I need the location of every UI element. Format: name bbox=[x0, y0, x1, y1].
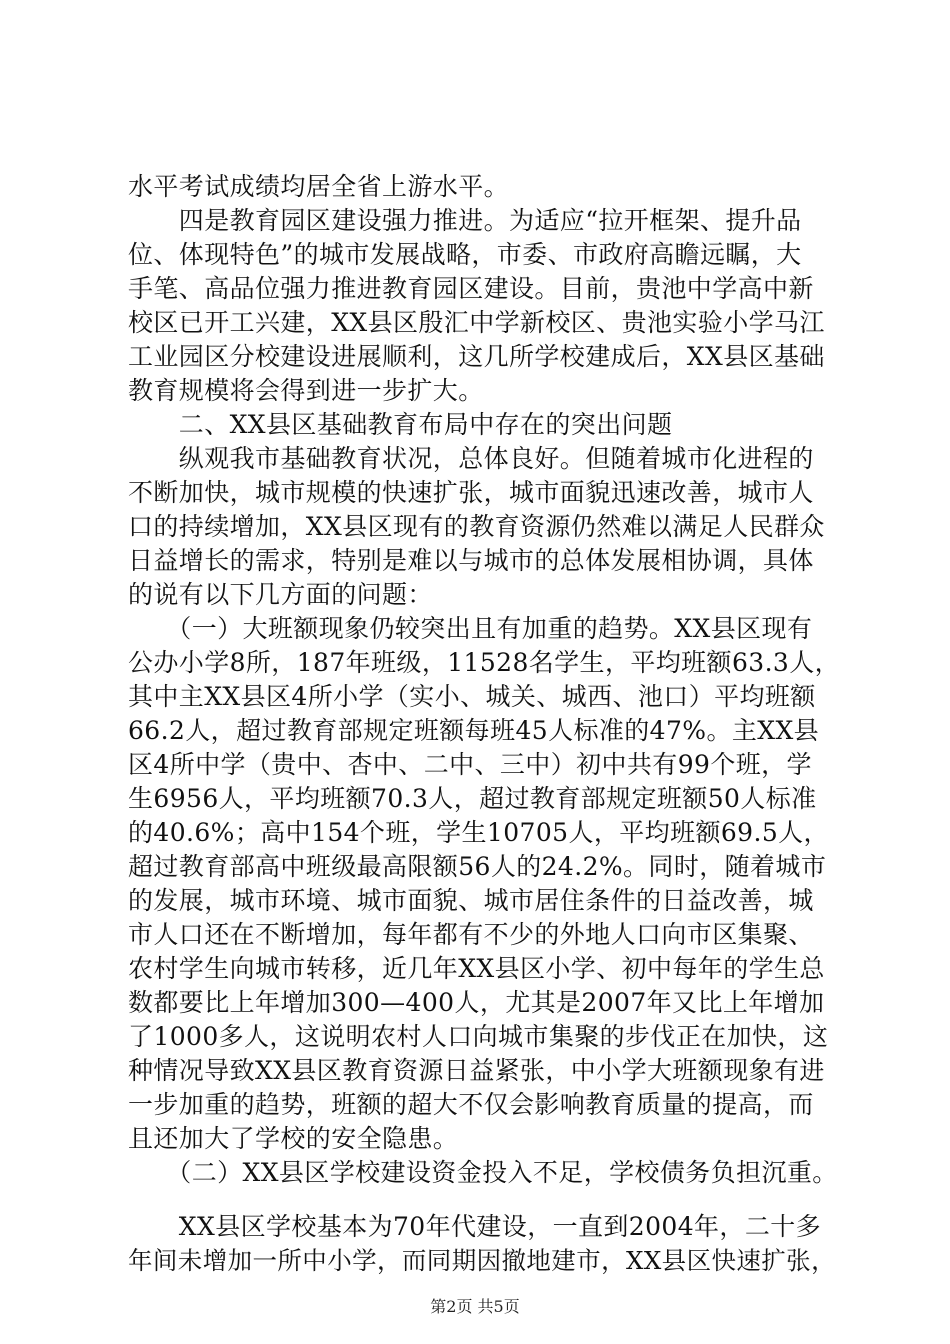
text-line: （一）大班额现象仍较突出且有加重的趋势。XX县区现有 bbox=[128, 614, 813, 643]
text-line: 日益增长的需求，特别是难以与城市的总体发展相协调，具体 bbox=[128, 546, 814, 575]
text-line: 超过教育部高中班级最高限额56人的24.2%。同时，随着城市 bbox=[128, 852, 827, 881]
text-line: 数都要比上年增加300—400人，尤其是2007年又比上年增加 bbox=[128, 988, 825, 1017]
text-line: 的40.6%；高中154个班，学生10705人，平均班额69.5人， bbox=[128, 818, 829, 847]
text-line: 口的持续增加，XX县区现有的教育资源仍然难以满足人民群众 bbox=[128, 512, 825, 541]
text-line: 种情况导致XX县区教育资源日益紧张，中小学大班额现象有进 bbox=[128, 1056, 825, 1085]
text-line: 手笔、高品位强力推进教育园区建设。目前，贵池中学高中新 bbox=[128, 274, 814, 303]
text-line: 市人口还在不断增加，每年都有不少的外地人口向市区集聚、 bbox=[128, 920, 814, 949]
text-line: 了1000多人，这说明农村人口向城市集聚的步伐正在加快，这 bbox=[128, 1022, 829, 1051]
text-line: 四是教育园区建设强力推进。为适应“拉开框架、提升品 bbox=[128, 206, 802, 235]
text-line: 区4所中学（贵中、杏中、二中、三中）初中共有99个班，学 bbox=[128, 750, 812, 779]
text-line: 不断加快，城市规模的快速扩张，城市面貌迅速改善，城市人 bbox=[128, 478, 814, 507]
text-line: 年间未增加一所中小学，而同期因撤地建市，XX县区快速扩张， bbox=[128, 1246, 836, 1275]
text-line: 水平考试成绩均居全省上游水平。 bbox=[128, 172, 510, 201]
text-line: 其中主XX县区4所小学（实小、城关、城西、池口）平均班额 bbox=[128, 682, 816, 711]
text-line: 农村学生向城市转移，近几年XX县区小学、初中每年的学生总 bbox=[128, 954, 825, 983]
text-line: 教育规模将会得到进一步扩大。 bbox=[128, 376, 484, 405]
page-number-footer: 第2页 共5页 bbox=[430, 1297, 520, 1316]
text-line: 生6956人，平均班额70.3人，超过教育部规定班额50人标准 bbox=[128, 784, 817, 813]
text-line: （二）XX县区学校建设资金投入不足，学校债务负担沉重。 bbox=[128, 1158, 838, 1187]
text-line: 校区已开工兴建，XX县区殷汇中学新校区、贵池实验小学马江 bbox=[128, 308, 825, 337]
text-line: 工业园区分校建设进展顺利，这几所学校建成后，XX县区基础 bbox=[128, 342, 825, 371]
section-heading: 二、XX县区基础教育布局中存在的突出问题 bbox=[128, 410, 673, 439]
text-line: 的发展，城市环境、城市面貌、城市居住条件的日益改善，城 bbox=[128, 886, 814, 915]
text-line: 一步加重的趋势，班额的超大不仅会影响教育质量的提高，而 bbox=[128, 1090, 814, 1119]
text-line: XX县区学校基本为70年代建设，一直到2004年，二十多 bbox=[128, 1212, 822, 1241]
text-line: 公办小学8所，187年班级，11528名学生，平均班额63.3人， bbox=[128, 648, 841, 677]
text-line: 位、体现特色”的城市发展战略，市委、市政府高瞻远瞩，大 bbox=[128, 240, 802, 269]
text-line: 66.2人，超过教育部规定班额每班45人标准的47%。主XX县 bbox=[128, 716, 820, 745]
text-line: 纵观我市基础教育状况，总体良好。但随着城市化进程的 bbox=[128, 444, 814, 473]
text-line: 且还加大了学校的安全隐患。 bbox=[128, 1124, 459, 1153]
text-line: 的说有以下几方面的问题： bbox=[128, 580, 433, 609]
